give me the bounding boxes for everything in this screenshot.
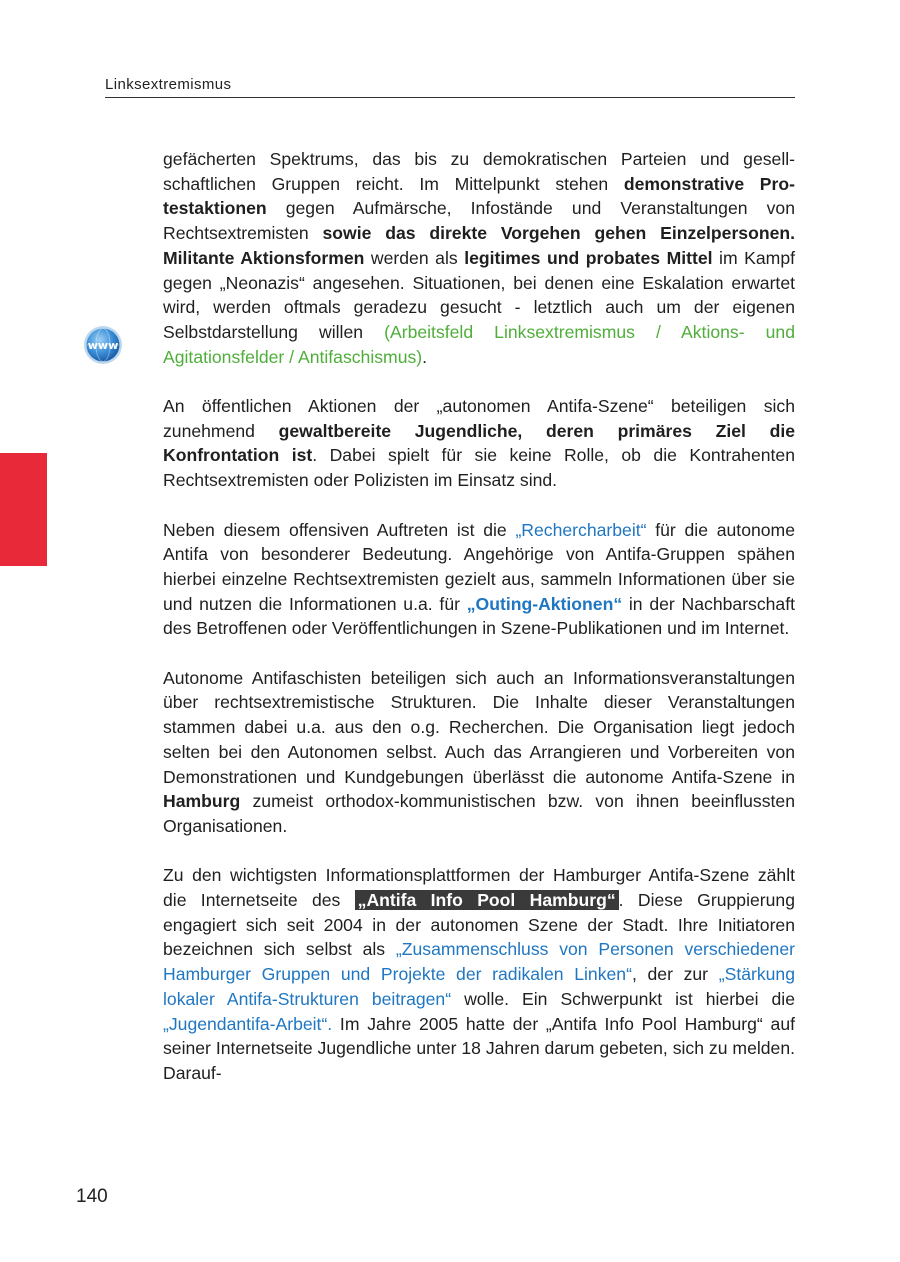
- paragraph-2: An öffentlichen Aktionen der „autonomen Antifa-Szene“ beteiligen sich zunehmend gewaltbereite Jugendliche, deren primäres Ziel die Konfrontation ist. Dabei spielt für sie keine Rolle, ob die Kontrahenten Rechtsextremisten oder Polizisten im Einsatz sind.: [163, 396, 795, 491]
- quote-staerkung: „Stärkung lokaler Antifa-Strukturen beitragen“: [163, 964, 795, 1009]
- paragraph-3: Neben diesem offensiven Auftreten ist die „Rechercharbeit“ für die autonome Antifa von besonderer Bedeutung. Angehörige von Antifa-Gruppen spähen hierbei einzelne Rechtsextremisten gezielt aus, sammeln Informationen über sie und nutzen die Informationen u.a. für „Outing-Aktionen“ in der Nachbarschaft des Betroffenen oder Veröffentlichungen in Szene-Publikationen und im Internet.: [163, 519, 795, 639]
- cross-reference-link[interactable]: (Arbeitsfeld Linksextremismus / Aktions- und Agitationsfelder / Antifaschismus): [163, 321, 795, 367]
- page-number: 140: [76, 1186, 108, 1207]
- highlighted-organization-name: „Antifa Info Pool Hamburg“: [355, 890, 619, 910]
- body-text: [163, 147, 795, 1110]
- paragraph-4: Autonome Antifaschisten beteiligen sich auch an Informationsveranstaltungen über rechtsextremistische Strukturen. Die Inhalte dieser Veranstaltungen stammen dabei u.a. aus den o.g. Recherchen. Die Organisation liegt jedoch selten bei den Autonomen selbst. Auch das Arrangieren und Vorbereiten von Demonstrationen und Kundgebungen überlässt die autonome Antifa-Szene in Hamburg zumeist orthodox-kommunistischen bzw. von ihnen beeinflussten Organisationen.: [163, 667, 795, 836]
- www-icon-label: www: [87, 339, 119, 352]
- quote-jugendantifa: „Jugendantifa-Arbeit“.: [163, 1013, 333, 1034]
- running-head-section-title: Linksextremismus: [105, 76, 795, 98]
- quote-outing-aktionen: „Outing-Aktionen“: [466, 593, 623, 614]
- paragraph-5: Zu den wichtigsten Informationsplattformen der Hamburger Antifa-Szene zählt die Internetseite des „Antifa Info Pool Hamburg“ . Diese Gruppierung engagiert sich seit 2004 in der autonomen Szene der Stadt. Ihre Initiatoren bezeichnen sich selbst als „Zusammenschluss von Personen verschiedener Hamburger Gruppen und Projekte der radikalen Linken“, der zur „Stärkung lokaler Antifa-Strukturen beitragen“ wolle. Ein Schwerpunkt ist hierbei die „Jugendantifa-Arbeit“. Im Jahre 2005 hatte der „Antifa Info Pool Hamburg“ auf seiner Internetseite Jugendliche unter 18 Jahren darum gebeten, sich zu melden. Darauf-: [163, 865, 795, 1083]
- quote-rechercharbeit: „Rechercharbeit“: [515, 519, 647, 540]
- chapter-side-tab: [0, 453, 47, 566]
- paragraph-1: gefächerten Spektrums, das bis zu demokratischen Parteien und gesellschaftlichen Gruppen reicht. Im Mittelpunkt stehen demonstrative Protestaktionen gegen Aufmärsche, Infostände und Veranstaltungen von Rechtsextremisten sowie das direkte Vorgehen gehen Einzelpersonen. Militante Aktionsformen werden als legitimes und probates Mittel im Kampf gegen „Neonazis“ angesehen. Situationen, bei denen eine Eskalation erwartet wird, werden oftmals geradezu gesucht - letztlich auch um der eigenen Selbstdarstellung willen (Arbeitsfeld Linksextremismus / Aktions- und Agitationsfelder / Antifaschismus).: [163, 149, 796, 367]
- quote-zusammenschluss: „Zusammenschluss von Personen verschiedener Hamburger Gruppen und Projekte der radikalen Linken“: [163, 939, 795, 985]
- www-globe-icon[interactable]: [83, 325, 123, 365]
